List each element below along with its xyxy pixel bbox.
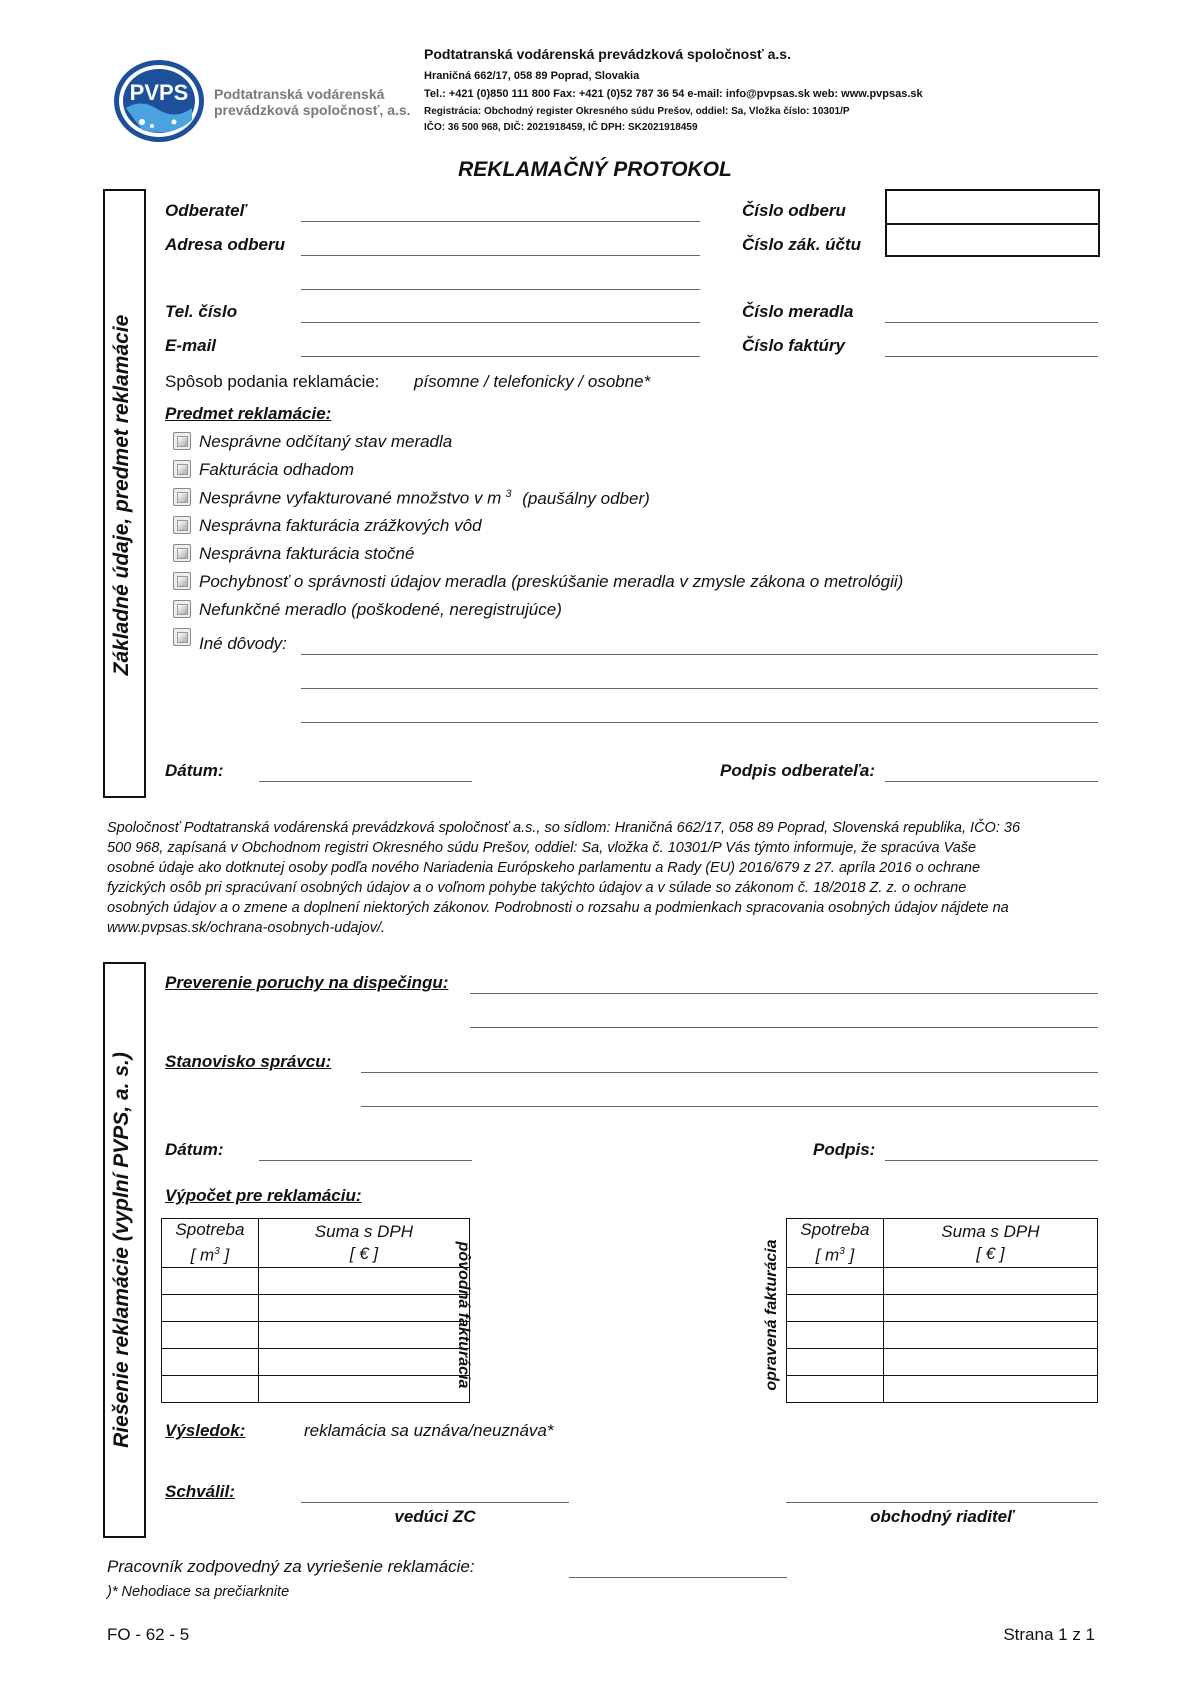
pracovnik-label: Pracovník zodpovedný za vyriešenie reklamácie: [107, 1557, 475, 1576]
vypocet-label: Výpočet pre reklamáciu: [165, 1186, 362, 1205]
col-header-spotreba-l1: Spotreba [175, 1220, 245, 1239]
original-billing-label: pôvodná fakturácia [455, 1241, 472, 1389]
company-address: Hraničná 662/17, 058 89 Poprad, Slovakia [424, 70, 640, 82]
option-label-4: Nesprávna fakturácia zrážkových vôd [199, 516, 482, 535]
schvalil-label: Schválil: [165, 1482, 235, 1501]
company-registration: Registrácia: Obchodný register Okresného súdu Prešov, oddiel: Sa, Vložka číslo: 10301/P [424, 106, 850, 117]
odberatel-field[interactable] [301, 221, 700, 222]
table-cell[interactable] [162, 1348, 259, 1375]
riaditel-sign-field[interactable] [786, 1502, 1098, 1503]
table-cell[interactable] [883, 1348, 1097, 1375]
col-header-spotreba [162, 1219, 259, 1268]
table-cell[interactable] [883, 1294, 1097, 1321]
odberatel-label: Odberateľ [165, 201, 247, 220]
option-label-3-text: Nesprávne vyfakturované množstvo v m [199, 488, 502, 508]
col-header-spotreba-l2a: [ m [190, 1245, 215, 1265]
footnote: )* Nehodiace sa prečiarknite [107, 1584, 290, 1600]
col-header-suma-l1: Suma s DPH [941, 1221, 1040, 1241]
page-title: REKLAMAČNÝ PROTOKOL [458, 158, 732, 181]
riaditel-label: obchodný riaditeľ [870, 1507, 1014, 1526]
cislo-meradla-field[interactable] [885, 322, 1098, 323]
col-header-spotreba [787, 1219, 884, 1268]
adresa-field[interactable] [301, 255, 700, 256]
option-checkbox-5[interactable] [173, 544, 191, 562]
option-checkbox-4[interactable] [173, 516, 191, 534]
table-cell[interactable] [258, 1375, 469, 1402]
cislo-uctu-box[interactable] [885, 223, 1100, 257]
stanovisko-field-1[interactable] [361, 1072, 1098, 1073]
section2-side-label: Riešenie reklamácie (vyplní PVPS, a. s.) [110, 1052, 133, 1448]
tel-field[interactable] [301, 322, 700, 323]
option-label-5: Nesprávna fakturácia stočné [199, 544, 415, 563]
original-billing-table [161, 1218, 470, 1403]
table-cell[interactable] [883, 1321, 1097, 1348]
corrected-billing-table [786, 1218, 1098, 1403]
predmet-label: Predmet reklamácie: [165, 404, 332, 423]
cislo-uctu-label: Číslo zák. účtu [742, 235, 862, 254]
company-name: Podtatranská vodárenská prevádzková spoločnosť a.s. [424, 46, 791, 62]
gdpr-line: osobných údajov a o zmene a doplnení niektorých zákonov. Podrobnosti o rozsahu a podmienkach spracovania osobných údajov nájdete na [107, 900, 1009, 916]
preverenie-field-2[interactable] [470, 1027, 1098, 1028]
col-header-spotreba-l2b: ] [844, 1245, 855, 1265]
gdpr-line: 500 968, zapísaná v Obchodnom registri Okresného súdu Prešov, oddiel: Sa, vložka č. 10301/P Vás týmto informuje, že spracúva Vaše [107, 840, 977, 856]
adresa-field-2[interactable] [301, 289, 700, 290]
option-label-1: Nesprávne odčítaný stav meradla [199, 432, 453, 451]
col-header-spotreba-l2a: [ m [815, 1245, 840, 1265]
gdpr-line: www.pvpsas.sk/ochrana-osobnych-udajov/. [107, 920, 386, 936]
podpis-odberatela-field[interactable] [885, 781, 1098, 782]
podpis2-label: Podpis: [813, 1140, 876, 1159]
col-header-suma-l1: Suma s DPH [314, 1221, 414, 1241]
email-field[interactable] [301, 356, 700, 357]
preverenie-field-1[interactable] [470, 993, 1098, 994]
option-label-3-suffix: (paušálny odber) [522, 488, 650, 508]
ine-field-1[interactable] [301, 654, 1098, 655]
table-cell[interactable] [162, 1294, 259, 1321]
datum-label: Dátum: [165, 761, 224, 780]
table-cell[interactable] [787, 1321, 884, 1348]
datum2-label: Dátum: [165, 1140, 224, 1159]
col-header-suma [258, 1219, 469, 1268]
gdpr-notice [107, 818, 1107, 938]
ine-label: Iné dôvody: [199, 634, 287, 653]
option-label-3-sup: 3 [505, 488, 512, 500]
veduci-sign-field[interactable] [301, 1502, 569, 1503]
company-logo [112, 58, 206, 144]
option-label-7: Nefunkčné meradlo (poškodené, neregistrujúce) [199, 600, 562, 619]
cislo-faktury-field[interactable] [885, 356, 1098, 357]
col-header-suma [883, 1219, 1097, 1268]
stanovisko-label: Stanovisko správcu: [165, 1052, 332, 1071]
table-cell[interactable] [162, 1267, 259, 1294]
table-cell[interactable] [883, 1267, 1097, 1294]
sposob-label: Spôsob podania reklamácie: [165, 372, 380, 391]
email-label: E-mail [165, 336, 217, 355]
option-checkbox-7[interactable] [173, 600, 191, 618]
tel-label: Tel. číslo [165, 302, 238, 321]
cislo-odberu-box[interactable] [885, 189, 1100, 225]
podpis-odberatela-label: Podpis odberateľa: [720, 761, 876, 780]
vysledok-value: reklamácia sa uznáva/neuznáva* [304, 1421, 554, 1440]
veduci-label: vedúci ZC [394, 1507, 476, 1526]
form-code: FO - 62 - 5 [107, 1625, 190, 1644]
table-cell[interactable] [258, 1321, 469, 1348]
preverenie-label: Preverenie poruchy na dispečingu: [165, 973, 449, 992]
vysledok-label: Výsledok: [165, 1421, 246, 1440]
option-checkbox-8[interactable] [173, 628, 191, 646]
table-cell[interactable] [162, 1375, 259, 1402]
option-checkbox-6[interactable] [173, 572, 191, 590]
col-header-spotreba-l1: Spotreba [800, 1220, 870, 1239]
corrected-billing-label: opravená fakturácia [763, 1239, 780, 1391]
logo-company-line1: Podtatranská vodárenská [214, 86, 385, 102]
adresa-label: Adresa odberu [165, 235, 285, 254]
option-checkbox-3[interactable] [173, 488, 191, 506]
table-cell[interactable] [787, 1294, 884, 1321]
table-cell[interactable] [162, 1321, 259, 1348]
table-cell[interactable] [787, 1348, 884, 1375]
datum2-field[interactable] [259, 1160, 472, 1161]
table-cell[interactable] [258, 1294, 469, 1321]
col-header-spotreba-l2b: ] [219, 1245, 230, 1265]
table-cell[interactable] [787, 1267, 884, 1294]
cislo-faktury-label: Číslo faktúry [742, 336, 845, 355]
gdpr-line: fyzických osôb pri spracúvaní osobných údajov a o voľnom pohybe takýchto údajov a v súlade so zákonom č. 18/2018 Z. z. o ochrane [107, 880, 967, 896]
ine-field-2[interactable] [301, 688, 1098, 689]
option-checkbox-2[interactable] [173, 460, 191, 478]
option-label-3 [199, 488, 650, 509]
cislo-odberu-label: Číslo odberu [742, 201, 846, 220]
stanovisko-field-2[interactable] [361, 1106, 1098, 1107]
company-ids: IČO: 36 500 968, DIČ: 2021918459, IČ DPH: SK2021918459 [424, 122, 698, 133]
podpis2-field[interactable] [885, 1160, 1098, 1161]
option-checkbox-1[interactable] [173, 432, 191, 450]
cislo-meradla-label: Číslo meradla [742, 302, 854, 321]
option-label-2: Fakturácia odhadom [199, 460, 354, 479]
sposob-value: písomne / telefonicky / osobne* [414, 372, 651, 391]
logo-company-line2: prevádzková spoločnosť, a.s. [214, 102, 411, 118]
pracovnik-field[interactable] [569, 1577, 787, 1578]
option-label-6: Pochybnosť o správnosti údajov meradla (preskúšanie meradla v zmysle zákona o metrológii) [199, 572, 904, 591]
col-header-suma-l2: [ € ] [976, 1243, 1005, 1263]
table-cell[interactable] [258, 1348, 469, 1375]
table-cell[interactable] [883, 1375, 1097, 1402]
table-cell[interactable] [258, 1267, 469, 1294]
datum-field[interactable] [259, 781, 472, 782]
col-header-suma-l2: [ € ] [349, 1243, 379, 1263]
col-header-spotreba-sup: 3 [839, 1246, 845, 1257]
section1-side-label: Základné údaje, predmet reklamácie [110, 314, 133, 676]
col-header-spotreba-sup: 3 [214, 1246, 220, 1257]
gdpr-line: Spoločnosť Podtatranská vodárenská prevádzková spoločnosť a.s., so sídlom: Hraničná 662/17, 058 89 Poprad, Slovenská republika, IČO: 36 [107, 820, 1021, 836]
ine-field-3[interactable] [301, 722, 1098, 723]
page-number: Strana 1 z 1 [1003, 1625, 1095, 1644]
logo-text: PVPS [129, 80, 189, 105]
table-cell[interactable] [787, 1375, 884, 1402]
company-contact: Tel.: +421 (0)850 111 800 Fax: +421 (0)52 787 36 54 e-mail: info@pvpsas.sk web: www.pvpsas.sk [424, 88, 923, 100]
gdpr-line: osobné údaje ako dotknutej osoby podľa nového Nariadenia Európskeho parlamentu a Rady (EU) 2016/679 z 27. apríla 2016 o ochrane [107, 860, 981, 876]
